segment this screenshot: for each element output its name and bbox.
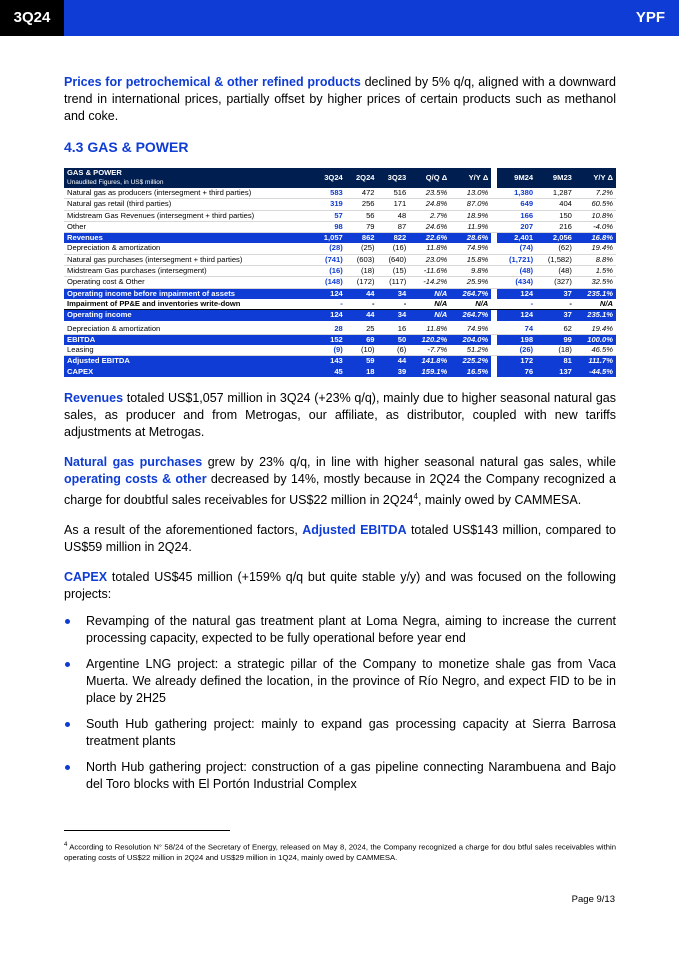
page-content [64,74,616,802]
list-item: South Hub gathering project: mainly to expand gas processing capacity at Sierra Barrosa treatment plants [64,716,616,750]
table-cell: 16 [378,324,410,335]
table-cell: 166 [497,210,536,221]
table-cell: 1,380 [497,188,536,199]
table-cell: 44 [346,288,378,299]
table-cell: 37 [536,310,575,321]
table-cell: 81 [536,356,575,367]
table-cell: N/A [409,288,450,299]
table-cell: 51.2% [450,345,491,356]
row-label: EBITDA [64,334,313,345]
table-cell: 207 [497,221,536,232]
table-cell: 137 [536,367,575,377]
table-cell: 124 [313,288,345,299]
table-cell: 23.5% [409,188,450,199]
table-cell: (62) [536,243,575,254]
quarter-tag: 3Q24 [0,0,64,36]
list-item: Revamping of the natural gas treatment plant at Loma Negra, aiming to increase the current processing capacity, expected to be fully operational before year end [64,613,616,647]
column-header: 9M23 [536,168,575,188]
table-cell: 100.0% [575,334,616,345]
ebitda-text-1: As a result of the aforementioned factors, [64,523,303,538]
table-cell: 56 [346,210,378,221]
table-row [64,367,616,377]
table-cell: 25.9% [450,277,491,288]
table-cell: 15.8% [450,254,491,265]
table-cell: (48) [497,266,536,277]
table-cell: 19.4% [575,243,616,254]
table-cell: (1,721) [497,254,536,265]
row-label: Operating income before impairment of assets [64,288,313,299]
table-cell: (6) [378,345,410,356]
table-cell: -7.7% [409,345,450,356]
table-cell: 23.0% [409,254,450,265]
table-cell: 11.9% [450,221,491,232]
table-cell: (48) [536,266,575,277]
table-cell: 198 [497,334,536,345]
table-cell: - [536,299,575,310]
table-cell: (434) [497,277,536,288]
table-cell: (327) [536,277,575,288]
table-cell: -14.2% [409,277,450,288]
table-cell: - [497,299,536,310]
table-cell: 2,401 [497,233,536,244]
table-cell: 25 [346,324,378,335]
table-cell: N/A [450,299,491,310]
row-label: Revenues [64,233,313,244]
gas-power-table [64,168,616,377]
revenues-paragraph [64,390,616,441]
table-title-cell [64,168,313,188]
row-label: Operating cost & Other [64,277,313,288]
table-cell: 13.0% [450,188,491,199]
table-row [64,266,616,277]
page-number: Page 9/13 [571,894,615,905]
table-cell: 11.8% [409,243,450,254]
table-cell: 16.8% [575,233,616,244]
table-cell: (15) [378,266,410,277]
table-cell: 74.9% [450,243,491,254]
table-cell: 862 [346,233,378,244]
header-bar [0,0,679,36]
row-label: Other [64,221,313,232]
table-cell: - [378,299,410,310]
column-header: 3Q24 [313,168,345,188]
table-row [64,324,616,335]
table-cell: (1,582) [536,254,575,265]
table-cell: 24.6% [409,221,450,232]
table-cell: 16.5% [450,367,491,377]
column-header: 3Q23 [378,168,410,188]
table-cell: 649 [497,199,536,210]
table-cell: 124 [497,310,536,321]
table-cell: 141.8% [409,356,450,367]
table-cell: 46.5% [575,345,616,356]
table-cell: (25) [346,243,378,254]
table-cell: 22.6% [409,233,450,244]
table-cell: 7.2% [575,188,616,199]
table-cell: 204.0% [450,334,491,345]
capex-highlight: CAPEX [64,570,108,585]
intro-highlight: Prices for petrochemical & other refined products [64,75,361,89]
table-row [64,233,616,244]
table-row [64,356,616,367]
table-row [64,199,616,210]
table-cell: (172) [346,277,378,288]
table-cell: N/A [409,299,450,310]
purchases-text-2: decreased by 14%, mostly because in 2Q24 the Company recognized a charge for doubtful sales receivables for US$22 million in 2Q24 [64,472,616,508]
column-header: 9M24 [497,168,536,188]
table-cell: (10) [346,345,378,356]
table-cell: 44 [346,310,378,321]
table-cell: 822 [378,233,410,244]
row-label: Impairment of PP&E and inventories write-down [64,299,313,310]
table-row [64,243,616,254]
row-label: Depreciation & amortization [64,324,313,335]
table-cell: 225.2% [450,356,491,367]
bullet-icon [65,619,70,624]
table-cell: - [313,299,345,310]
table-cell: 87 [378,221,410,232]
footnote-ref[interactable]: 4 [413,492,418,502]
table-row [64,334,616,345]
table-cell: (741) [313,254,345,265]
table-cell: (28) [313,243,345,254]
table-subtitle: Unaudited Figures, in US$ million [67,179,164,186]
table-row [64,288,616,299]
table-cell: 120.2% [409,334,450,345]
intro-text: declined by 5% q/q, aligned with a downward trend in international prices, partially offset by higher prices of certain products such as methanol and coke. [64,75,616,123]
table-cell: 172 [497,356,536,367]
table-cell: 69 [346,334,378,345]
table-cell: (117) [378,277,410,288]
intro-paragraph [64,74,616,125]
table-cell: (16) [313,266,345,277]
table-cell: 235.1% [575,288,616,299]
table-cell: 50 [378,334,410,345]
bullet-icon [65,662,70,667]
table-row [64,210,616,221]
row-label: Adjusted EBITDA [64,356,313,367]
footnote [64,840,616,863]
table-cell: (18) [536,345,575,356]
table-cell: -44.5% [575,367,616,377]
column-header: 2Q24 [346,168,378,188]
table-cell: 79 [346,221,378,232]
row-label: Natural gas purchases (intersegment + third parties) [64,254,313,265]
table-cell: 319 [313,199,345,210]
table-row [64,345,616,356]
ebitda-text-2: totaled US$143 million, compared to US$59 million in 2Q24. [64,523,616,555]
section-title: 4.3 GAS & POWER [64,139,189,155]
row-label: Depreciation & amortization [64,243,313,254]
row-label: Natural gas as producers (intersegment + third parties) [64,188,313,199]
table-cell: (16) [378,243,410,254]
table-cell: N/A [409,310,450,321]
table-cell: 45 [313,367,345,377]
table-cell: 1.5% [575,266,616,277]
row-label: Natural gas retail (third parties) [64,199,313,210]
table-cell: 124 [497,288,536,299]
table-cell: 159.1% [409,367,450,377]
table-header-row [64,168,616,188]
table-cell: 24.8% [409,199,450,210]
footnote-text: According to Resolution N° 58/24 of the Secretary of Energy, released on May 8, 2024, the Company recognized a charge for dou btful sales receivables within operating costs of US$22 million in 2Q24 and US$29 million in 1Q24, mainly owed by CAMMESA. [64,842,616,862]
table-cell: - [346,299,378,310]
table-cell: 1,057 [313,233,345,244]
revenues-text: totaled US$1,057 million in 3Q24 (+23% q/q), mainly due to higher seasonal natural gas sales, as producer and from Metrogas, our affiliate, as distributor, coupled with new tariffs adjustments at Metrogas. [64,391,616,440]
table-cell: 76 [497,367,536,377]
purchases-text-1: grew by 23% q/q, in line with higher seasonal natural gas sales, while [202,455,616,470]
table-cell: -4.0% [575,221,616,232]
table-cell: 404 [536,199,575,210]
table-cell: (26) [497,345,536,356]
column-header: Y/Y Δ [575,168,616,188]
table-cell: 32.5% [575,277,616,288]
table-cell: 87.0% [450,199,491,210]
footnote-divider [64,830,230,831]
ebitda-highlight: Adjusted EBITDA [302,523,407,538]
table-cell: -11.6% [409,266,450,277]
table-cell: 235.1% [575,310,616,321]
table-cell: 124 [313,310,345,321]
ebitda-paragraph [64,522,616,556]
row-label: Midstream Gas Revenues (intersegment + third parties) [64,210,313,221]
table-cell: 264.7% [450,288,491,299]
table-cell: 37 [536,288,575,299]
table-cell: (18) [346,266,378,277]
table-cell: 111.7% [575,356,616,367]
table-cell: 19.4% [575,324,616,335]
table-cell: 98 [313,221,345,232]
list-item: Argentine LNG project: a strategic pillar of the Company to monetize shale gas from Vaca Muerta. We already defined the location, in the province of Río Negro, and expect FID to be in place by 2H25 [64,656,616,707]
table-row [64,254,616,265]
table-cell: (74) [497,243,536,254]
table-cell: 18.9% [450,210,491,221]
column-header: Q/Q Δ [409,168,450,188]
table-cell: 57 [313,210,345,221]
table-cell: 48 [378,210,410,221]
table-cell: (640) [378,254,410,265]
table-cell: 516 [378,188,410,199]
footnote-number: 4 [64,842,68,848]
table-cell: 28.6% [450,233,491,244]
table-cell: 150 [536,210,575,221]
row-label: CAPEX [64,367,313,377]
row-label: Operating income [64,310,313,321]
table-cell: 74 [497,324,536,335]
bullet-icon [65,722,70,727]
table-row [64,299,616,310]
table-title: GAS & POWER [67,168,122,177]
table-cell: 152 [313,334,345,345]
opcost-highlight: operating costs & other [64,472,207,487]
bullet-icon [65,765,70,770]
table-cell: 472 [346,188,378,199]
table-cell: 60.5% [575,199,616,210]
list-item: North Hub gathering project: construction of a gas pipeline connecting Narambuena and Bajo del Toro blocks with El Portón Industrial Complex [64,759,616,793]
table-cell: 1,287 [536,188,575,199]
table-cell: 99 [536,334,575,345]
table-cell: (603) [346,254,378,265]
table-cell: 34 [378,310,410,321]
table-cell: N/A [575,299,616,310]
table-cell: 10.8% [575,210,616,221]
row-label: Midstream Gas purchases (intersegment) [64,266,313,277]
purchases-highlight: Natural gas purchases [64,455,203,470]
table-cell: (9) [313,345,345,356]
brand-logo: YPF [635,9,665,26]
table-cell: 18 [346,367,378,377]
row-label: Leasing [64,345,313,356]
revenues-highlight: Revenues [64,391,124,406]
table-cell: (148) [313,277,345,288]
table-cell: 264.7% [450,310,491,321]
column-header: Y/Y Δ [450,168,491,188]
table-row [64,277,616,288]
table-cell: 583 [313,188,345,199]
purchases-text-3: , mainly owed by CAMMESA. [417,493,582,508]
table-cell: 62 [536,324,575,335]
table-cell: 216 [536,221,575,232]
capex-paragraph [64,569,616,603]
projects-list [64,613,616,793]
table-cell: 8.8% [575,254,616,265]
table-cell: 143 [313,356,345,367]
table-row [64,310,616,321]
table-row [64,221,616,232]
table-cell: 11.8% [409,324,450,335]
purchases-paragraph [64,454,616,509]
table-cell: 28 [313,324,345,335]
table-cell: 44 [378,356,410,367]
table-cell: 34 [378,288,410,299]
table-cell: 171 [378,199,410,210]
table-cell: 39 [378,367,410,377]
capex-text: totaled US$45 million (+159% q/q but quite stable y/y) and was focused on the following projects: [64,570,616,602]
table-cell: 9.8% [450,266,491,277]
table-cell: 256 [346,199,378,210]
table-cell: 2.7% [409,210,450,221]
table-cell: 59 [346,356,378,367]
table-cell: 2,056 [536,233,575,244]
table-cell: 74.9% [450,324,491,335]
table-row [64,188,616,199]
